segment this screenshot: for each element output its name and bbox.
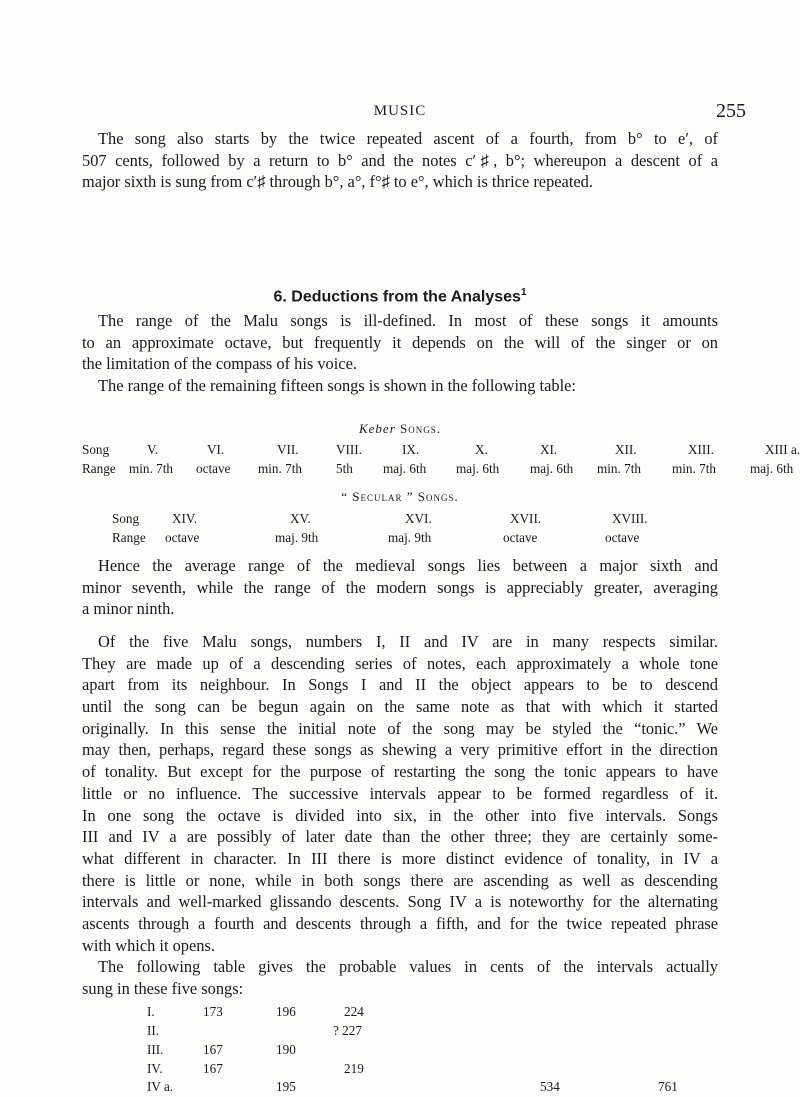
text-line: apart from its neighbour. In Songs I and II the object appears to be to descend xyxy=(82,675,718,695)
table-cell: XI. xyxy=(540,442,558,457)
text-line: the limitation of the compass of his voice. xyxy=(82,354,357,374)
text-line: The range of the Malu songs is ill-defined. In most of these songs it amounts xyxy=(98,311,718,330)
keber-table-caption: Keber Songs. xyxy=(358,421,441,436)
table-cell: 173 xyxy=(203,1004,223,1019)
text-line: In one song the octave is divided into six, in the other into five intervals. Songs xyxy=(82,805,718,825)
text-line: there is little or none, while in both songs there are ascending as well as descending xyxy=(82,870,718,890)
table-row xyxy=(0,1079,800,1097)
table-cell: 190 xyxy=(276,1042,296,1057)
intervals-table xyxy=(0,1004,800,1092)
table-cell: 196 xyxy=(276,1004,296,1019)
table-cell: VI. xyxy=(207,442,225,457)
table-cell: 219 xyxy=(344,1061,364,1076)
row-label: Song xyxy=(82,442,110,457)
text-line: originally. In this sense the initial note of the song may be styled the “tonic.” We xyxy=(82,718,718,738)
text-line: III and IV a are possibly of later date than the other three; they are certainly some- xyxy=(82,827,718,847)
table-cell: octave xyxy=(196,461,231,476)
table-cell: XIV. xyxy=(172,511,198,526)
text-line: of tonality. But except for the purpose of restarting the song the tonic appears to have xyxy=(82,762,718,782)
row-label: IV. xyxy=(147,1061,163,1076)
table-cell: 534 xyxy=(540,1079,560,1094)
paragraph-range xyxy=(82,310,718,375)
running-title: MUSIC xyxy=(373,103,427,119)
table-cell: VII. xyxy=(277,442,299,457)
text-line: sung in these five songs: xyxy=(82,978,244,998)
row-label: Range xyxy=(112,530,146,545)
table-cell: 761 xyxy=(658,1079,678,1094)
text-line: The following table gives the probable values in cents of the intervals actually xyxy=(98,957,718,976)
table-cell: maj. 6th xyxy=(456,461,500,476)
text-line: 507 cents, followed by a return to b° and the notes c′♯, b°; whereupon a descent of a xyxy=(82,150,718,170)
table-cell: XV. xyxy=(290,511,311,526)
table-cell: 195 xyxy=(276,1079,296,1094)
table-cell: XVI. xyxy=(405,511,432,526)
text-line: major sixth is sung from c′♯ through b°, a°, f°♯ to e°, which is thrice repeated. xyxy=(82,172,593,192)
paragraph-malu-songs xyxy=(82,631,718,956)
table-cell: XVIII. xyxy=(612,511,648,526)
text-line: may then, perhaps, regard these songs as shewing a very primitive effort in the direction xyxy=(82,740,718,760)
text-line: little or no influence. The successive intervals appear to be formed regardless of it. xyxy=(82,783,718,803)
table-row xyxy=(0,1061,800,1079)
table-cell: maj. 9th xyxy=(388,530,432,545)
table-cell: 167 xyxy=(203,1061,223,1076)
secular-song-row xyxy=(0,511,800,529)
text-line: minor seventh, while the range of the modern songs is appreciably greater, averaging xyxy=(82,577,718,597)
text-line: what different in character. In III there is more distinct evidence of tonality, in IV a xyxy=(82,848,718,868)
text-line: to an approximate octave, but frequently it depends on the will of the singer or on xyxy=(82,332,718,352)
secular-table-caption: “ Secular ” Songs. xyxy=(341,489,459,504)
paragraph-interval-intro xyxy=(82,956,718,999)
page-number: 255 xyxy=(716,100,746,122)
section-heading: 6. Deductions from the Analyses$^1$ xyxy=(273,287,527,306)
table-cell: min. 7th xyxy=(597,461,641,476)
text-line: a minor ninth. xyxy=(82,599,175,619)
row-label: Song xyxy=(112,511,140,526)
text-line: intervals and well-marked glissando descents. Song IV a is noteworthy for the alternating xyxy=(82,892,718,912)
table-row xyxy=(0,1023,800,1041)
table-cell: maj. 6th xyxy=(750,461,794,476)
table-cell: X. xyxy=(475,442,488,457)
keber-range-row xyxy=(0,461,800,479)
table-cell: min. 7th xyxy=(129,461,173,476)
table-cell: maj. 6th xyxy=(383,461,427,476)
table-cell: ? 227 xyxy=(333,1023,362,1038)
table-cell: octave xyxy=(605,530,640,545)
table-cell: XII. xyxy=(615,442,637,457)
keber-song-row xyxy=(0,442,800,460)
table-cell: 224 xyxy=(344,1004,364,1019)
row-label: IV a. xyxy=(147,1079,174,1094)
table-cell: VIII. xyxy=(336,442,362,457)
table-row xyxy=(0,1042,800,1060)
row-label: III. xyxy=(147,1042,164,1057)
text-line: with which it opens. xyxy=(82,935,215,955)
table-cell: XIII. xyxy=(688,442,714,457)
row-label: Range xyxy=(82,461,116,476)
table-cell: XVII. xyxy=(510,511,542,526)
text-line: They are made up of a descending series of notes, each approximately a whole tone xyxy=(82,653,718,673)
footnote-marker: 1 xyxy=(520,287,527,298)
secular-range-row xyxy=(0,530,800,548)
table-cell: octave xyxy=(165,530,200,545)
text-line: The song also starts by the twice repeated ascent of a fourth, from b° to e′, of xyxy=(98,129,718,148)
table-cell: octave xyxy=(503,530,538,545)
row-label: I. xyxy=(147,1004,155,1019)
table-cell: XIII a. xyxy=(765,442,800,457)
table-cell: min. 7th xyxy=(258,461,302,476)
paragraph-intro xyxy=(82,128,718,193)
text-line: The range of the remaining fifteen songs is shown in the following table: xyxy=(98,376,576,395)
text-line: ascents through a fourth and descents through a fifth, and for the twice repeated phrase xyxy=(82,913,718,933)
paragraph-average-range xyxy=(82,555,718,620)
table-cell: 5th xyxy=(336,461,353,476)
paragraph-table-intro xyxy=(82,375,718,397)
text-line: Hence the average range of the medieval songs lies between a major sixth and xyxy=(98,556,718,575)
table-cell: IX. xyxy=(402,442,420,457)
text-line: until the song can be begun again on the same note as that with which it started xyxy=(82,697,718,717)
table-cell: V. xyxy=(147,442,159,457)
table-row xyxy=(0,1004,800,1022)
table-cell: 167 xyxy=(203,1042,223,1057)
table-cell: maj. 9th xyxy=(275,530,319,545)
table-cell: maj. 6th xyxy=(530,461,574,476)
text-line: Of the five Malu songs, numbers I, II and IV are in many respects similar. xyxy=(98,632,718,651)
table-cell: min. 7th xyxy=(672,461,716,476)
row-label: II. xyxy=(147,1023,160,1038)
